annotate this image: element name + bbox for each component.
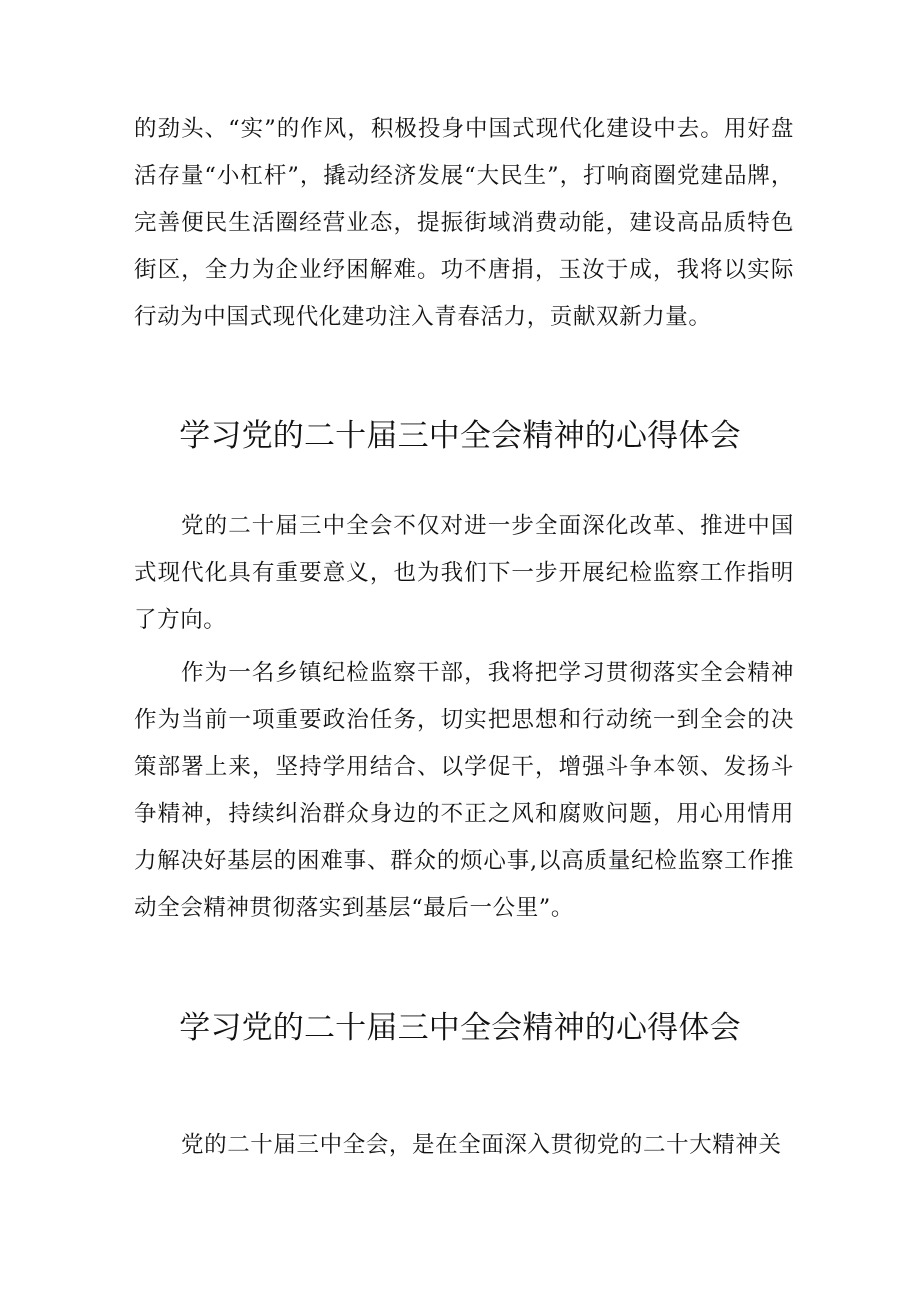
section-1-paragraph-2: 作为一名乡镇纪检监察干部，我将把学习贯彻落实全会精神作为当前一项重要政治任务，切实把思想和行动统一到全会的决策部署上来，坚持学用结合、以学促干，增强斗争本领、发扬斗争精神，持续纠治群众身边的不正之风和腐败问题，用心用情用力解决好基层的困难事、群众的烦心事,以高质量纪检监察工作推动全会精神贯彻落实到基层“最后一公里”。: [134, 660, 794, 921]
section-2-paragraph-1: 党的二十届三中全会，是在全面深入贯彻党的二十大精神关: [181, 1132, 782, 1158]
continuation-paragraph: 的劲头、“实”的作风，积极投身中国式现代化建设中去。用好盘活存量“小杠杆”，撬动经济发展“大民生”，打响商圈党建品牌，完善便民生活圈经营业态，提振街域消费动能，建设高品质特色街区，全力为企业纾困解难。功不唐捐，玉汝于成，我将以实际行动为中国式现代化建功注入青春活力，贡献双新力量。: [134, 116, 794, 330]
section-1-title: 学习党的二十届三中全会精神的心得体会: [179, 418, 741, 454]
section-1-paragraph-1: 党的二十届三中全会不仅对进一步全面深化改革、推进中国式现代化具有重要意义，也为我们下一步开展纪检监察工作指明了方向。: [134, 513, 794, 633]
section-2-title: 学习党的二十届三中全会精神的心得体会: [179, 1010, 741, 1046]
